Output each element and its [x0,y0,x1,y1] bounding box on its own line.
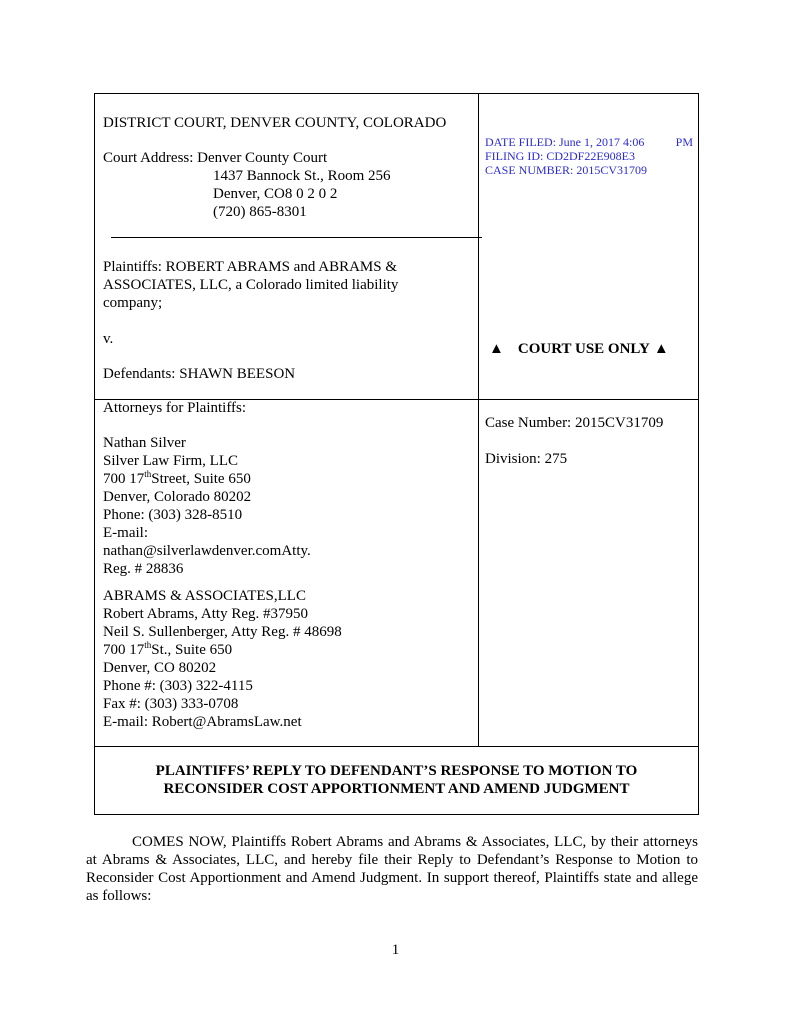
attorney-name: Neil S. Sullenberger, Atty Reg. # 48698 [103,624,342,640]
firm-phone: Phone #: (303) 322-4115 [103,678,253,694]
attorney-name: Nathan Silver [103,435,186,451]
date-filed-pm: PM [675,135,693,149]
body-text [86,833,698,905]
attorney-reg: Reg. # 28836 [103,561,184,577]
plaintiffs-line: company; [103,295,163,311]
attorneys [103,399,342,731]
firm-name: ABRAMS & ASSOCIATES,LLC [103,588,306,604]
page-number: 1 [391,942,400,958]
email-address: nathan@silverlawdenver.comAtty. [103,543,311,559]
court-address-line1: 1437 Bannock St., Room 256 [213,168,391,184]
email-label: E-mail: [103,525,148,541]
triangle-up-icon: ▲ [653,341,669,357]
defendants: Defendants: SHAWN BEESON [103,366,296,382]
filing-id: FILING ID: CD2DF22E908E3 [485,149,635,163]
court-use-only [489,341,689,358]
court-info [103,114,446,221]
versus: v. [103,331,114,347]
firm-city: Denver, Colorado 80202 [103,489,252,505]
caption-table [94,93,699,815]
parties [103,258,398,383]
case-info [485,414,663,468]
court-name: DISTRICT COURT, DENVER COUNTY, COLORADO [103,115,447,131]
court-use-label: COURT USE ONLY [517,341,650,357]
title-line: PLAINTIFFS’ REPLY TO DEFENDANT’S RESPONSE TO MOTION TO [155,763,638,779]
filing-stamp [485,135,693,177]
court-phone: (720) 865-8301 [213,204,307,220]
firm-street: 700 17thSt., Suite 650 [103,640,233,658]
division: Division: 275 [485,451,568,467]
firm-fax: Fax #: (303) 333-0708 [103,696,239,712]
column-divider [478,94,479,746]
plaintiffs-line: ASSOCIATES, LLC, a Colorado limited liability [103,277,399,293]
row-divider [95,746,698,747]
title-line: RECONSIDER COST APPORTIONMENT AND AMEND JUDGMENT [163,781,630,797]
date-filed: DATE FILED: June 1, 2017 4:06 [485,135,645,149]
triangle-up-icon: ▲ [489,341,504,357]
body-paragraph: COMES NOW, Plaintiffs Robert Abrams and Abrams & Associates, LLC, by their attorneys at Abrams & Associates, LLC, and hereby file their Reply to Defendant’s Response to Motion to Reconsider Cost Apportionment and Amend Judgment. In support thereof, Plaintiffs state and allege as follows: [86,834,698,904]
firm-phone: Phone: (303) 328-8510 [103,507,243,523]
attorneys-heading: Attorneys for Plaintiffs: [103,400,247,416]
firm-email: E-mail: Robert@AbramsLaw.net [103,714,302,730]
case-number: Case Number: 2015CV31709 [485,415,664,431]
firm-street: 700 17thStreet, Suite 650 [103,469,251,487]
court-address-label: Court Address: Denver County Court [103,150,328,166]
firm-city: Denver, CO 80202 [103,660,217,676]
plaintiffs-line: Plaintiffs: ROBERT ABRAMS and ABRAMS & [103,259,398,275]
document-title [95,762,698,798]
party-divider [111,237,482,238]
firm-name: Silver Law Firm, LLC [103,453,238,469]
court-address-line2: Denver, CO8 0 2 0 2 [213,186,338,202]
stamp-case-number: CASE NUMBER: 2015CV31709 [485,163,648,177]
attorney-name: Robert Abrams, Atty Reg. #37950 [103,606,308,622]
